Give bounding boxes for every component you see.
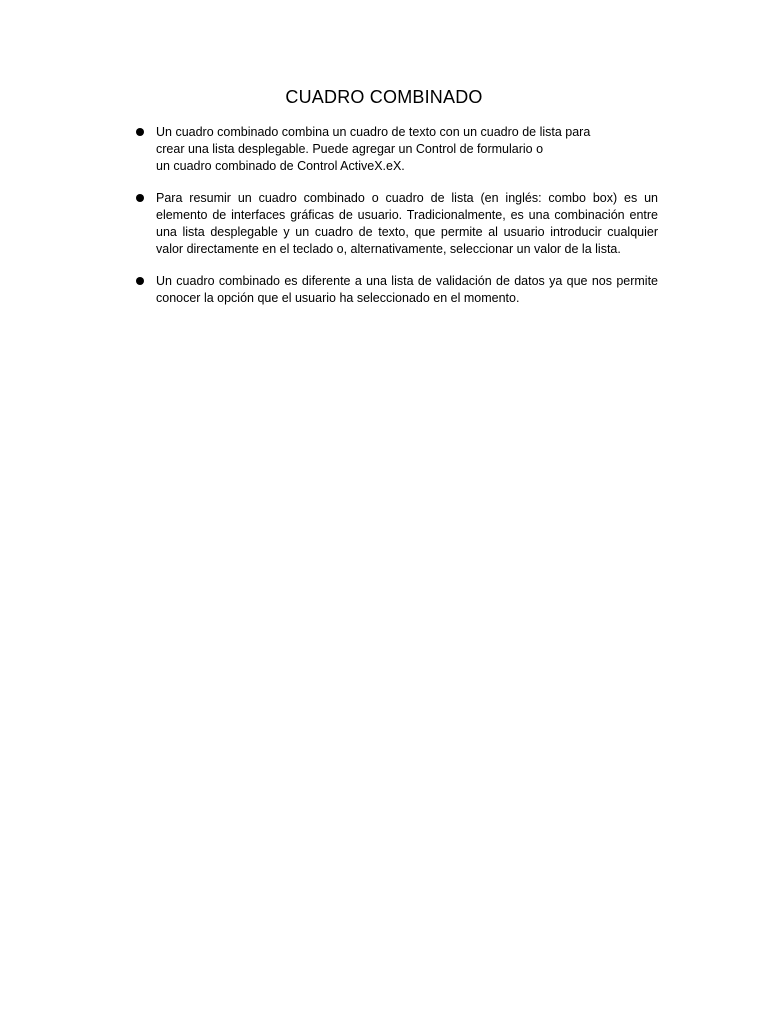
bullet-dot-icon bbox=[136, 128, 144, 136]
bullet-1-line-1: Un cuadro combinado combina un cuadro de texto con un cuadro de lista para bbox=[156, 125, 591, 139]
page-title: CUADRO COMBINADO bbox=[285, 87, 483, 107]
bullet-3-text: Un cuadro combinado es diferente a una lista de validación de datos ya que nos permite conocer la opción que el usuario ha seleccionado en el momento. bbox=[156, 274, 658, 305]
bullet-2-text: Para resumir un cuadro combinado o cuadro de lista (en inglés: combo box) es un elemento de interfaces gráficas de usuario. Tradicionalmente, es una combinación entre una lista desplegable y un cuadro de texto, que permite al usuario introducir cualquier valor directamente en el teclado o, alternativamente, seleccionar un valor de la lista. bbox=[156, 191, 658, 256]
bullet-list bbox=[134, 124, 658, 322]
bullet-item-3 bbox=[134, 273, 658, 307]
bullet-item-2 bbox=[134, 190, 658, 258]
bullet-1-line-2: crear una lista desplegable. Puede agregar un Control de formulario o bbox=[156, 142, 544, 156]
bullet-item-1 bbox=[134, 124, 658, 175]
bullet-dot-icon bbox=[136, 277, 144, 285]
bullet-1-line-3: un cuadro combinado de Control ActiveX.eX. bbox=[156, 159, 405, 173]
bullet-dot-icon bbox=[136, 194, 144, 202]
